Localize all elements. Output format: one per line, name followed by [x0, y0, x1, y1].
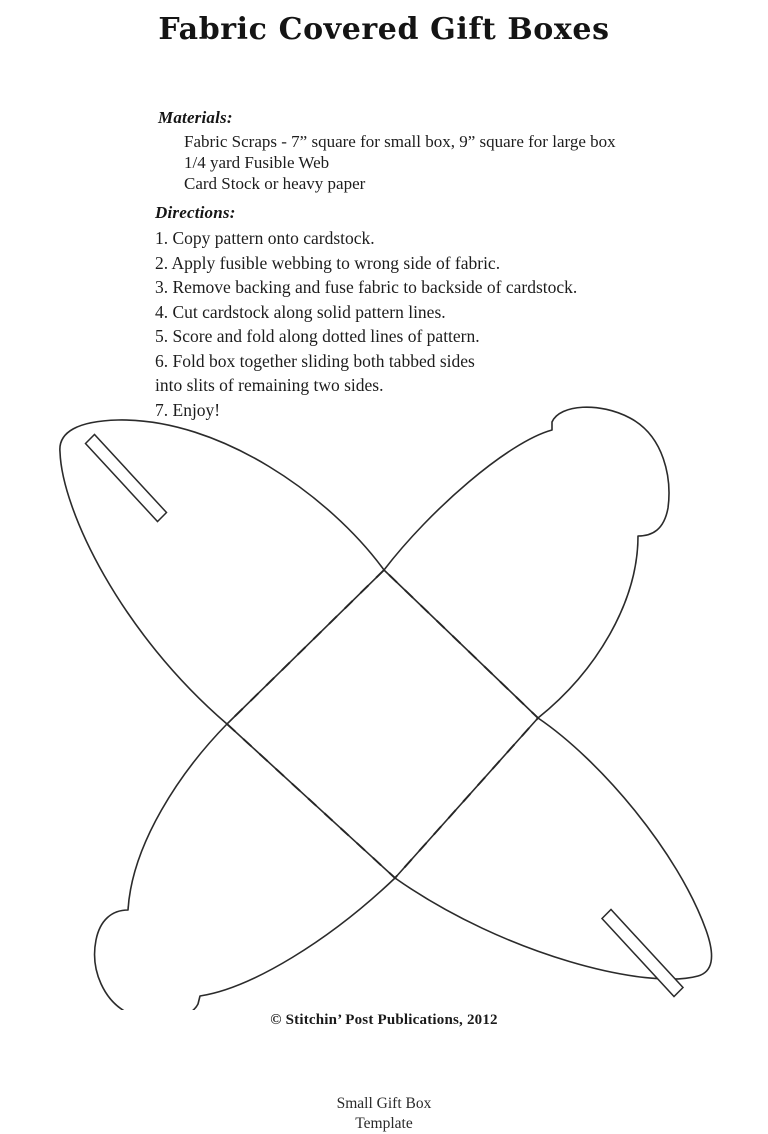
copyright-footer: © Stitchin’ Post Publications, 2012	[270, 1012, 498, 1028]
list-item: 1/4 yard Fusible Web	[184, 153, 330, 172]
directions-list	[155, 226, 675, 422]
list-item: 2. Apply fusible webbing to wrong side of fabric.	[155, 252, 501, 273]
directions-section	[155, 203, 675, 422]
template-label-line2: Template	[355, 1115, 413, 1132]
petal-top-right	[384, 407, 669, 718]
list-item: 3. Remove backing and fuse fabric to backside of cardstock.	[155, 277, 578, 297]
materials-section	[158, 108, 678, 194]
list-item: Fabric Scraps - 7” square for small box, 9” square for large box	[184, 132, 616, 151]
list-item: 5. Score and fold along dotted lines of pattern.	[155, 326, 480, 346]
materials-list	[158, 131, 678, 194]
list-item: Card Stock or heavy paper	[184, 174, 366, 193]
pattern-svg	[0, 400, 768, 1010]
petal-bottom-left	[95, 724, 395, 1010]
materials-heading: Materials:	[158, 108, 233, 127]
list-item: 6. Fold box together sliding both tabbed sides	[155, 350, 475, 371]
directions-heading: Directions:	[155, 203, 236, 222]
petal-bottom-right	[395, 718, 712, 979]
list-item: 7. Enjoy!	[155, 399, 221, 420]
template-label-line1: Small Gift Box	[336, 1095, 432, 1112]
list-item: 4. Cut cardstock along solid pattern lines.	[155, 301, 446, 322]
page-title: Fabric Covered Gift Boxes	[158, 12, 610, 47]
list-item: 1. Copy pattern onto cardstock.	[155, 228, 375, 248]
list-item: into slits of remaining two sides.	[155, 375, 384, 395]
template-label	[0, 1094, 768, 1134]
